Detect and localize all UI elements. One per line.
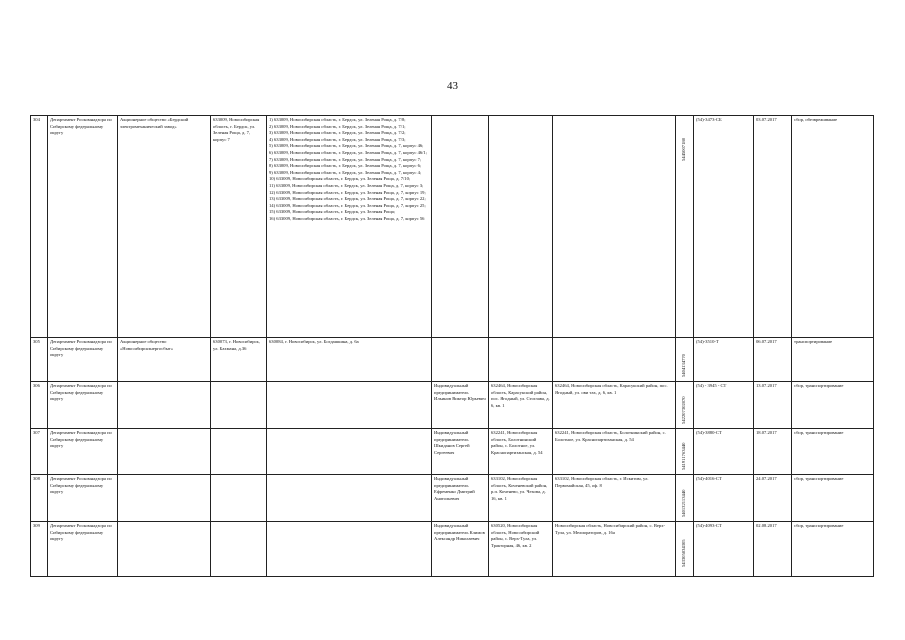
row-number: 305 [31,338,48,382]
row-number: 309 [31,522,48,577]
site-address: 4) 633009, Новосибирская область, г. Бердск, ул. Зеленая Роща, д. 7/3; [269,136,406,142]
inn-value: 541911763440 [681,442,686,470]
individual-cell: Индивидуальный предприниматель Ефременко Дмитрий Анатольевич [432,475,489,522]
authority-cell: Департамент Роскомнадзора по Сибирскому федеральному округу [48,475,118,522]
site-address: 10) 633009, Новосибирская область, г. Бердск, ул. Зеленая Роща, д. 7/10; [269,176,411,182]
organization-cell: Акционерное общество «Новосибирскэнергосбыт» [118,338,211,382]
legal-address-cell [211,382,267,429]
inn-value: 5404134770 [681,354,686,377]
sites-cell [267,429,432,475]
individual-cell: Индивидуальный предприниматель Климов Александр Николаевич [432,522,489,577]
inn-value: 540132113440 [681,489,686,517]
site-address: 15) 633009, Новосибирская область, г. Бердск, ул. Зеленая Роща; [269,209,396,215]
individual-site-cell: Новосибирская область, Новосибирский район, с. Верх-Тула, ул. Мелиораторов, д. 16а [553,522,676,577]
row-number: 307 [31,429,48,475]
sites-cell [267,116,432,338]
inn-value: 542207302870 [681,396,686,424]
organization-cell [118,475,211,522]
inn-cell [676,116,694,338]
organization-cell: Акционерное общество «Бердский электромеханический завод» [118,116,211,338]
individual-address-cell [489,338,553,382]
legal-address-cell [211,475,267,522]
activity-cell: транспортирование [792,338,874,382]
site-address: 16) 633009, Новосибирская область, г. Бердск, ул. Зеленая Роща, д. 7, корпус 56 [269,215,425,221]
individual-site-cell: 632464, Новосибирская область, Карасукский район, пос. Ягодный, ул. ови тах, д. 6, кв. 1 [553,382,676,429]
site-address: 630084, г. Новосибирск, ул. Богдашкина, д. 6а [269,339,359,344]
site-address: 5) 633009, Новосибирская область, г. Бердск, ул. Зеленая Роща, д. 7, корпус 46; [269,143,424,149]
individual-cell: Индивидуальный предприниматель Шкиданов Сергей Сергеевич [432,429,489,475]
individual-cell [432,338,489,382]
sites-cell [267,338,432,382]
authority-cell: Департамент Роскомнадзора по Сибирскому федеральному округу [48,382,118,429]
site-address: 11) 633009, Новосибирская область, г. Бердск, ул. Зеленая Роща, д. 7, корпус 3; [269,182,424,188]
organization-cell [118,429,211,475]
site-address: 9) 633009, Новосибирская область, г. Бердск, ул. Зеленая Роща, д. 7, корпус 4; [269,169,422,175]
individual-site-cell: 633102, Новосибирская область, г. Искитим, ул. Первомайская, 45, оф. 8 [553,475,676,522]
individual-address-cell: 630520, Новосибирская область, Новосибирский район, с. Верх-Тула, ул. Тракторная, 46, кв. 2 [489,522,553,577]
authority-cell: Департамент Роскомнадзора по Сибирскому федеральному округу [48,429,118,475]
sites-cell [267,382,432,429]
organization-cell [118,382,211,429]
sites-cell [267,522,432,577]
activity-cell: сбор, обезвреживание [792,116,874,338]
table-row [31,522,874,577]
license-date-cell: 03.07.2017 [754,116,792,338]
site-address: 7) 633009, Новосибирская область, г. Бердск, ул. Зеленая Роща, д. 7, корпус 7; [269,156,422,162]
activity-cell: сбор, транспортирование [792,429,874,475]
table-row [31,475,874,522]
individual-site-cell [553,116,676,338]
individual-cell [432,116,489,338]
site-address: 13) 633009, Новосибирская область, г. Бердск, ул. Зеленая Роща, д. 7, корпус 22; [269,196,426,202]
inn-cell [676,338,694,382]
legal-address-cell: 630073, г. Новосибирск, ул. Бахмана, д.36 [211,338,267,382]
table-row [31,338,874,382]
license-date-cell: 18.07.2017 [754,429,792,475]
activity-cell: сбор, транспортирование [792,475,874,522]
site-address: 1) 633009, Новосибирская область, г. Бердск, ул. Зеленая Роща, д. 7/8; [269,117,406,122]
legal-address-cell: 633009, Новосибирская область, г. Бердск, ул. Зеленая Роща, д. 7, корпус 7 [211,116,267,338]
row-number: 308 [31,475,48,522]
individual-address-cell: 632464, Новосибирская область, Карасукский район, пос. Ягодный, ул. Стоглава, д. 6, кв. 1 [489,382,553,429]
authority-cell: Департамент Роскомнадзора по Сибирскому федеральному округу [48,116,118,338]
activity-cell: сбор, транспортирование [792,522,874,577]
individual-site-cell [553,338,676,382]
individual-cell: Индивидуальный предприниматель Ильинов Виктор Юрьевич [432,382,489,429]
license-number-cell: (54) - 3945 - СТ [694,382,754,429]
table-row [31,116,874,338]
inn-value: 543305834305 [681,539,686,567]
site-address: 12) 633009, Новосибирская область, г. Бердск, ул. Зеленая Роща, д. 7, корпус 19; [269,189,426,195]
individual-address-cell [489,116,553,338]
license-number-cell: (54)-4093-СТ [694,522,754,577]
legal-address-cell [211,522,267,577]
inn-cell [676,475,694,522]
row-number: 306 [31,382,48,429]
individual-address-cell: 633102, Новосибирская область, Коченевский район, р.п. Коченево, ул. Чехова, д. 16, кв. 1 [489,475,553,522]
page-number: 43 [447,80,458,92]
license-date-cell: 13.07.2017 [754,382,792,429]
row-number: 304 [31,116,48,338]
individual-site-cell: 632241, Новосибирская область, Болотнинский район, с. Болотное, ул. Краснопартизанская, д. 54 [553,429,676,475]
license-date-cell: 02.08.2017 [754,522,792,577]
organization-cell [118,522,211,577]
license-registry-table [30,115,874,577]
authority-cell: Департамент Роскомнадзора по Сибирскому федеральному округу [48,522,118,577]
inn-cell [676,429,694,475]
license-number-cell: (54)-3473-СБ [694,116,754,338]
license-number-cell: (54)-3510-Т [694,338,754,382]
license-number-cell: (54)-3880-СТ [694,429,754,475]
license-date-cell: 24.07.2017 [754,475,792,522]
site-address: 3) 633009, Новосибирская область, г. Бердск, ул. Зеленая Роща, д. 7/2; [269,130,406,136]
inn-cell [676,382,694,429]
site-address: 14) 633009, Новосибирская область, г. Бердск, ул. Зеленая Роща, д. 7, корпус 25; [269,202,426,208]
site-address: 6) 633009, Новосибирская область, г. Бердск, ул. Зеленая Роща, д. 7, корпус 46/1; [269,149,428,155]
license-date-cell: 06.07.2017 [754,338,792,382]
individual-address-cell: 632241, Новосибирская область, Болотнинский район, с. Болотное, ул. Краснопартизанская, д. 54 [489,429,553,475]
legal-address-cell [211,429,267,475]
license-number-cell: (54)-4016-СТ [694,475,754,522]
sites-cell [267,475,432,522]
authority-cell: Департамент Роскомнадзора по Сибирскому федеральному округу [48,338,118,382]
activity-cell: сбор, транспортирование [792,382,874,429]
table-row [31,429,874,475]
table-row [31,382,874,429]
site-address: 8) 633009, Новосибирская область, г. Бердск, ул. Зеленая Роща, д. 7, корпус 6; [269,163,422,169]
inn-cell [676,522,694,577]
inn-value: 5445007188 [681,138,686,161]
site-address: 2) 633009, Новосибирская область, г. Бердск, ул. Зеленая Роща, д. 7/1; [269,123,406,129]
